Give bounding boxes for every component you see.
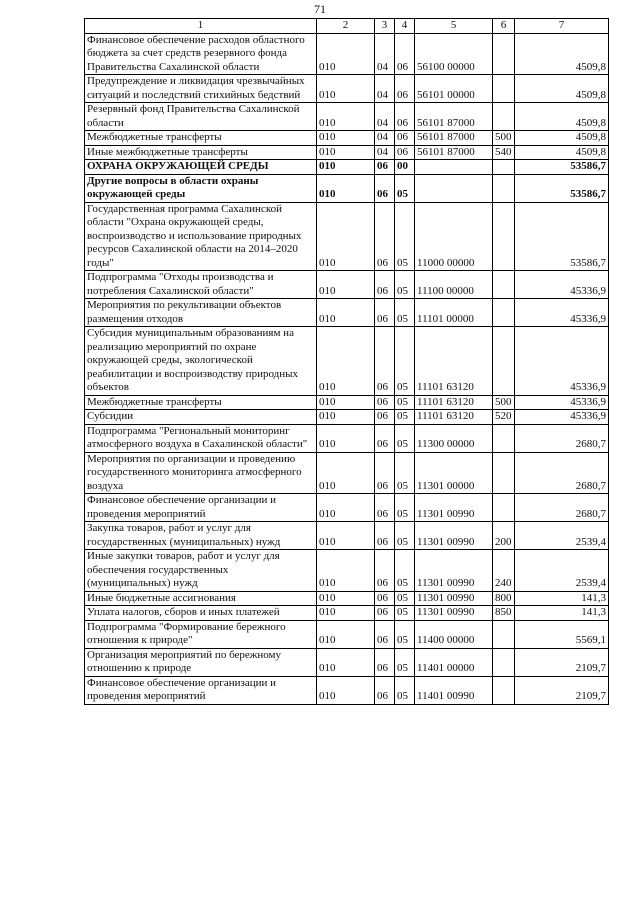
row-ved-code: 010 [317, 395, 375, 410]
column-header-row [85, 19, 609, 34]
row-target-article-code [415, 174, 493, 202]
row-section-code: 06 [375, 606, 395, 621]
table-row [85, 160, 609, 175]
row-section-code: 06 [375, 676, 395, 704]
row-target-article-code: 11301 00990 [415, 591, 493, 606]
row-section-code: 06 [375, 271, 395, 299]
row-ved-code: 010 [317, 33, 375, 75]
row-section-code: 06 [375, 327, 395, 396]
row-subsection-code: 05 [395, 591, 415, 606]
row-subsection-code: 05 [395, 424, 415, 452]
row-subsection-code: 05 [395, 202, 415, 271]
row-expense-type-code [493, 327, 515, 396]
row-name: Уплата налогов, сборов и иных платежей [85, 606, 317, 621]
table-row [85, 648, 609, 676]
row-ved-code: 010 [317, 131, 375, 146]
row-ved-code: 010 [317, 410, 375, 425]
table-row [85, 591, 609, 606]
row-amount: 45336,9 [515, 327, 609, 396]
row-ved-code: 010 [317, 424, 375, 452]
row-section-code: 04 [375, 75, 395, 103]
row-subsection-code: 05 [395, 327, 415, 396]
row-ved-code: 010 [317, 591, 375, 606]
row-expense-type-code: 540 [493, 145, 515, 160]
table-row [85, 620, 609, 648]
row-amount: 2539,4 [515, 522, 609, 550]
row-target-article-code: 11101 63120 [415, 410, 493, 425]
row-ved-code: 010 [317, 174, 375, 202]
column-header: 6 [493, 19, 515, 34]
row-amount: 53586,7 [515, 160, 609, 175]
row-section-code: 06 [375, 395, 395, 410]
row-expense-type-code [493, 75, 515, 103]
row-ved-code: 010 [317, 299, 375, 327]
row-name: Финансовое обеспечение организации и проведения мероприятий [85, 494, 317, 522]
table-row [85, 424, 609, 452]
row-expense-type-code [493, 271, 515, 299]
row-section-code: 06 [375, 174, 395, 202]
row-amount: 45336,9 [515, 271, 609, 299]
row-amount: 4509,8 [515, 33, 609, 75]
row-name: Предупреждение и ликвидация чрезвычайных ситуаций и последствий стихийных бедствий [85, 75, 317, 103]
row-name: Иные закупки товаров, работ и услуг для обеспечения государственных (муниципальных) нужд [85, 550, 317, 592]
row-section-code: 06 [375, 550, 395, 592]
row-target-article-code: 11401 00990 [415, 676, 493, 704]
row-target-article-code: 11301 00990 [415, 606, 493, 621]
row-subsection-code: 05 [395, 676, 415, 704]
row-expense-type-code [493, 648, 515, 676]
row-section-code: 06 [375, 202, 395, 271]
column-header: 4 [395, 19, 415, 34]
row-subsection-code: 05 [395, 522, 415, 550]
row-target-article-code: 11101 63120 [415, 395, 493, 410]
row-name: Межбюджетные трансферты [85, 395, 317, 410]
row-expense-type-code: 200 [493, 522, 515, 550]
row-amount: 53586,7 [515, 174, 609, 202]
column-header: 2 [317, 19, 375, 34]
row-subsection-code: 05 [395, 174, 415, 202]
row-section-code: 06 [375, 424, 395, 452]
row-expense-type-code [493, 33, 515, 75]
table-row [85, 33, 609, 75]
row-section-code: 04 [375, 131, 395, 146]
row-expense-type-code: 800 [493, 591, 515, 606]
table-row [85, 494, 609, 522]
row-subsection-code: 05 [395, 648, 415, 676]
row-target-article-code [415, 160, 493, 175]
row-section-code: 06 [375, 591, 395, 606]
row-expense-type-code [493, 174, 515, 202]
row-name: Организация мероприятий по бережному отношению к природе [85, 648, 317, 676]
row-ved-code: 010 [317, 550, 375, 592]
row-ved-code: 010 [317, 75, 375, 103]
row-amount: 4509,8 [515, 145, 609, 160]
table-row [85, 410, 609, 425]
column-header: 7 [515, 19, 609, 34]
row-target-article-code: 56101 87000 [415, 103, 493, 131]
row-name: Подпрограмма "Формирование бережного отношения к природе" [85, 620, 317, 648]
row-name: Резервный фонд Правительства Сахалинской области [85, 103, 317, 131]
row-target-article-code: 11101 63120 [415, 327, 493, 396]
row-ved-code: 010 [317, 676, 375, 704]
row-name: Подпрограмма "Отходы производства и потребления Сахалинской области" [85, 271, 317, 299]
table-row [85, 271, 609, 299]
row-name: Подпрограмма "Региональный мониторинг атмосферного воздуха в Сахалинской области" [85, 424, 317, 452]
row-amount: 4509,8 [515, 131, 609, 146]
page-number: 71 [314, 2, 326, 16]
table-row [85, 103, 609, 131]
row-section-code: 04 [375, 103, 395, 131]
row-amount: 4509,8 [515, 103, 609, 131]
row-expense-type-code [493, 299, 515, 327]
row-section-code: 04 [375, 33, 395, 75]
row-expense-type-code: 520 [493, 410, 515, 425]
table-row [85, 75, 609, 103]
row-amount: 2680,7 [515, 424, 609, 452]
row-amount: 45336,9 [515, 299, 609, 327]
row-amount: 45336,9 [515, 395, 609, 410]
row-expense-type-code [493, 452, 515, 494]
table-row [85, 522, 609, 550]
row-target-article-code: 11000 00000 [415, 202, 493, 271]
table-row [85, 550, 609, 592]
row-name: Мероприятия по организации и проведению государственного мониторинга атмосферного воздуха [85, 452, 317, 494]
row-name: Государственная программа Сахалинской области "Охрана окружающей среды, воспроизводство и использование природных ресурсов Сахалинской области на 2014–2020 годы" [85, 202, 317, 271]
table-row [85, 327, 609, 396]
row-amount: 2680,7 [515, 494, 609, 522]
row-name: ОХРАНА ОКРУЖАЮЩЕЙ СРЕДЫ [85, 160, 317, 175]
table-row [85, 131, 609, 146]
row-subsection-code: 05 [395, 395, 415, 410]
row-amount: 5569,1 [515, 620, 609, 648]
row-name: Иные межбюджетные трансферты [85, 145, 317, 160]
row-target-article-code: 56101 87000 [415, 131, 493, 146]
row-subsection-code: 06 [395, 75, 415, 103]
row-section-code: 06 [375, 452, 395, 494]
row-expense-type-code [493, 424, 515, 452]
table-row [85, 299, 609, 327]
row-ved-code: 010 [317, 271, 375, 299]
row-name: Иные бюджетные ассигнования [85, 591, 317, 606]
row-target-article-code: 11301 00990 [415, 494, 493, 522]
row-name: Другие вопросы в области охраны окружающей среды [85, 174, 317, 202]
row-target-article-code: 11300 00000 [415, 424, 493, 452]
row-ved-code: 010 [317, 452, 375, 494]
table-row [85, 202, 609, 271]
row-subsection-code: 05 [395, 620, 415, 648]
table-row [85, 452, 609, 494]
row-subsection-code: 06 [395, 33, 415, 75]
row-expense-type-code: 500 [493, 131, 515, 146]
row-target-article-code: 56101 87000 [415, 145, 493, 160]
row-expense-type-code: 240 [493, 550, 515, 592]
row-subsection-code: 06 [395, 131, 415, 146]
row-name: Межбюджетные трансферты [85, 131, 317, 146]
row-name: Субсидии [85, 410, 317, 425]
row-section-code: 06 [375, 620, 395, 648]
column-header: 1 [85, 19, 317, 34]
row-name: Финансовое обеспечение расходов областного бюджета за счет средств резервного фонда Правительства Сахалинской области [85, 33, 317, 75]
row-subsection-code: 05 [395, 606, 415, 621]
row-ved-code: 010 [317, 103, 375, 131]
row-subsection-code: 05 [395, 299, 415, 327]
row-subsection-code: 05 [395, 271, 415, 299]
row-expense-type-code [493, 160, 515, 175]
row-amount: 2539,4 [515, 550, 609, 592]
row-amount: 141,3 [515, 591, 609, 606]
row-section-code: 06 [375, 648, 395, 676]
row-subsection-code: 06 [395, 145, 415, 160]
column-header: 5 [415, 19, 493, 34]
row-ved-code: 010 [317, 620, 375, 648]
row-expense-type-code: 850 [493, 606, 515, 621]
row-target-article-code: 11400 00000 [415, 620, 493, 648]
row-target-article-code: 56101 00000 [415, 75, 493, 103]
row-amount: 2109,7 [515, 648, 609, 676]
row-section-code: 06 [375, 410, 395, 425]
row-name: Мероприятия по рекультивации объектов размещения отходов [85, 299, 317, 327]
budget-table [84, 18, 609, 705]
row-ved-code: 010 [317, 145, 375, 160]
row-section-code: 06 [375, 299, 395, 327]
row-section-code: 06 [375, 522, 395, 550]
row-expense-type-code [493, 103, 515, 131]
row-name: Финансовое обеспечение организации и проведения мероприятий [85, 676, 317, 704]
row-expense-type-code [493, 202, 515, 271]
row-name: Субсидия муниципальным образованиям на реализацию мероприятий по охране окружающей среды, экологической реабилитации и воспроизводству природных объектов [85, 327, 317, 396]
row-target-article-code: 11301 00000 [415, 452, 493, 494]
row-subsection-code: 00 [395, 160, 415, 175]
row-target-article-code: 11101 00000 [415, 299, 493, 327]
row-subsection-code: 06 [395, 103, 415, 131]
row-ved-code: 010 [317, 160, 375, 175]
table-row [85, 606, 609, 621]
table-row [85, 145, 609, 160]
row-expense-type-code [493, 620, 515, 648]
row-amount: 45336,9 [515, 410, 609, 425]
row-subsection-code: 05 [395, 550, 415, 592]
row-expense-type-code: 500 [493, 395, 515, 410]
row-ved-code: 010 [317, 522, 375, 550]
row-amount: 4509,8 [515, 75, 609, 103]
row-subsection-code: 05 [395, 452, 415, 494]
row-ved-code: 010 [317, 648, 375, 676]
row-amount: 141,3 [515, 606, 609, 621]
row-amount: 2109,7 [515, 676, 609, 704]
row-ved-code: 010 [317, 202, 375, 271]
column-header: 3 [375, 19, 395, 34]
row-target-article-code: 11301 00990 [415, 550, 493, 592]
row-subsection-code: 05 [395, 494, 415, 522]
table-row [85, 676, 609, 704]
row-target-article-code: 11401 00000 [415, 648, 493, 676]
table-row [85, 395, 609, 410]
row-section-code: 06 [375, 160, 395, 175]
row-ved-code: 010 [317, 327, 375, 396]
row-expense-type-code [493, 676, 515, 704]
table-row [85, 174, 609, 202]
row-expense-type-code [493, 494, 515, 522]
row-target-article-code: 56100 00000 [415, 33, 493, 75]
row-amount: 53586,7 [515, 202, 609, 271]
row-name: Закупка товаров, работ и услуг для государственных (муниципальных) нужд [85, 522, 317, 550]
row-target-article-code: 11301 00990 [415, 522, 493, 550]
row-ved-code: 010 [317, 606, 375, 621]
row-section-code: 06 [375, 494, 395, 522]
row-subsection-code: 05 [395, 410, 415, 425]
row-amount: 2680,7 [515, 452, 609, 494]
row-section-code: 04 [375, 145, 395, 160]
row-target-article-code: 11100 00000 [415, 271, 493, 299]
row-ved-code: 010 [317, 494, 375, 522]
